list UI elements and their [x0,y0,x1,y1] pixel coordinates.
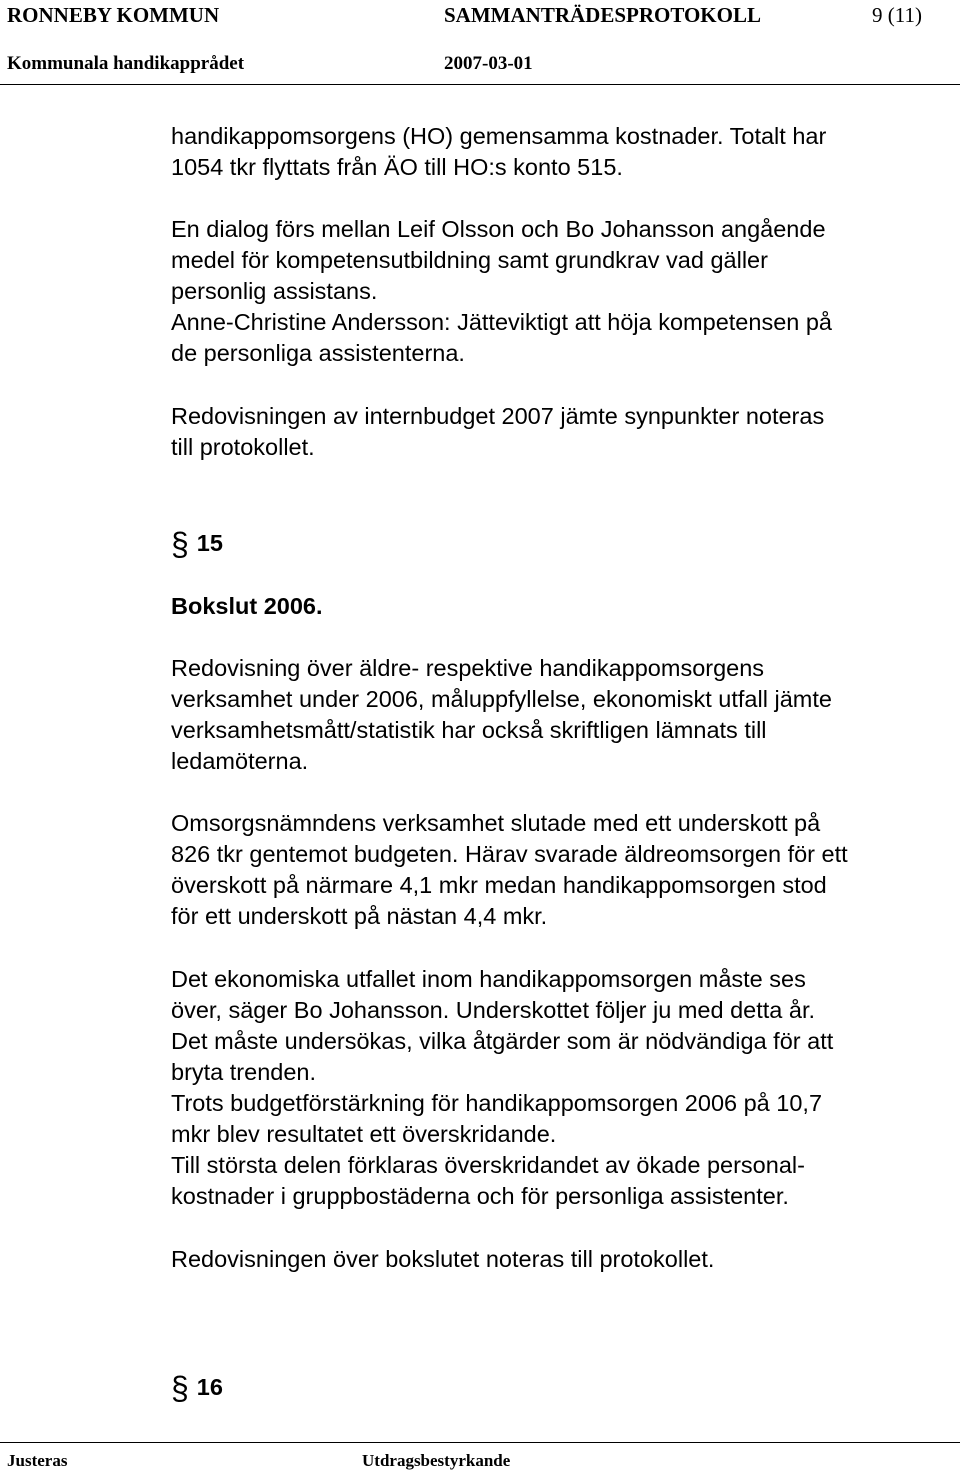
footer-rule [0,1442,960,1443]
paragraph-4 [171,653,951,777]
text-line: de personliga assistenterna. [171,340,465,366]
text-line: till protokollet. [171,434,315,460]
paragraph-7 [171,1244,951,1275]
section-sign: § [171,526,189,562]
text-line: handikappomsorgens (HO) gemensamma kostnader. Totalt har [171,123,827,149]
text-line: Anne-Christine Andersson: Jätteviktigt att höja kompetensen på [171,309,832,335]
text-line: Till största delen förklaras överskridandet av ökade personal- [171,1152,805,1178]
section-sign: § [171,1370,189,1406]
header-rule [0,84,960,85]
section-15-heading [171,528,223,560]
section-15-title: Bokslut 2006. [171,593,323,619]
text-line: Det ekonomiska utfallet inom handikappomsorgen måste ses [171,966,806,992]
footer-justeras: Justeras [7,1451,68,1470]
text-line: personlig assistans. [171,278,378,304]
text-line: ledamöterna. [171,748,309,774]
text-line: 826 tkr gentemot budgeten. Härav svarade äldreomsorgen för ett [171,841,848,867]
paragraph-3 [171,401,951,463]
header-body-name: Kommunala handikapprådet [7,53,245,74]
footer-utdragsbestyrkande: Utdragsbestyrkande [362,1451,511,1470]
text-line: medel för kompetensutbildning samt grundkrav vad gäller [171,247,768,273]
header-date: 2007-03-01 [444,53,533,74]
paragraph-2 [171,214,951,369]
text-line: mkr blev resultatet ett överskridande. [171,1121,557,1147]
text-line: verksamhetsmått/statistik har också skriftligen lämnats till [171,717,767,743]
text-line: över, säger Bo Johansson. Underskottet följer ju med detta år. [171,997,816,1023]
text-line: Omsorgsnämndens verksamhet slutade med ett underskott på [171,810,821,836]
text-line: 1054 tkr flyttats från ÄO till HO:s konto 515. [171,154,623,180]
section-number: 15 [196,530,223,556]
text-line: Redovisningen över bokslutet noteras till protokollet. [171,1246,715,1272]
section-16-heading [171,1372,223,1404]
text-line: Redovisning över äldre- respektive handikappomsorgens [171,655,765,681]
header-doc-type: SAMMANTRÄDESPROTOKOLL [444,3,761,27]
paragraph-6 [171,964,951,1212]
text-line: kostnader i gruppbostäderna och för personliga assistenter. [171,1183,789,1209]
paragraph-5 [171,808,951,932]
text-line: Redovisningen av internbudget 2007 jämte synpunkter noteras [171,403,825,429]
text-line: överskott på närmare 4,1 mkr medan handikappomsorgen stod [171,872,827,898]
text-line: verksamhet under 2006, måluppfyllelse, ekonomiskt utfall jämte [171,686,832,712]
section-number: 16 [196,1374,223,1400]
header-org: RONNEBY KOMMUN [7,3,220,27]
paragraph-1 [171,121,951,183]
header-page-number: 9 (11) [872,3,922,27]
text-line: för ett underskott på nästan 4,4 mkr. [171,903,548,929]
text-line: En dialog förs mellan Leif Olsson och Bo Johansson angående [171,216,826,242]
text-line: Trots budgetförstärkning för handikappomsorgen 2006 på 10,7 [171,1090,823,1116]
text-line: Det måste undersökas, vilka åtgärder som är nödvändiga för att [171,1028,834,1054]
text-line: bryta trenden. [171,1059,317,1085]
